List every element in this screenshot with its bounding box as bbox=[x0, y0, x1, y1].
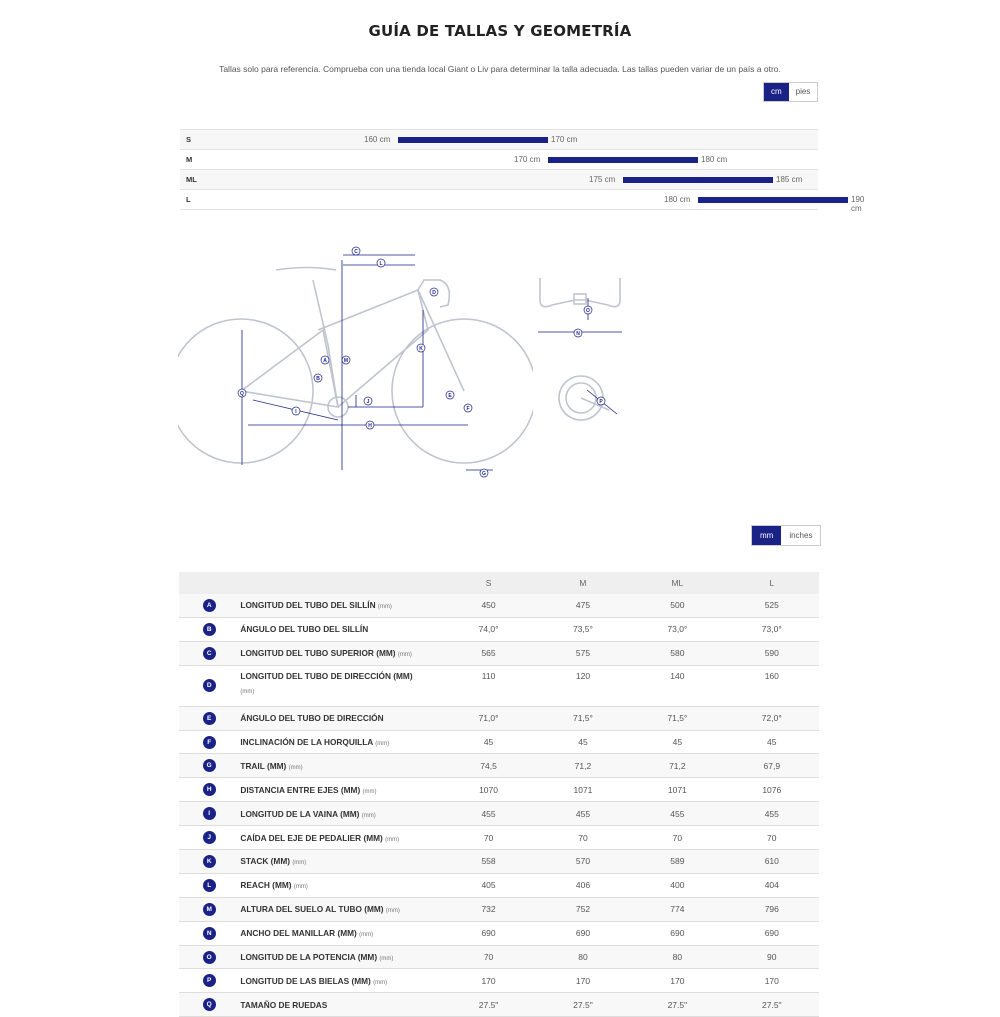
measurement-value: 450 bbox=[441, 594, 535, 617]
measurement-value: 72,0° bbox=[725, 706, 819, 730]
size-range-chart bbox=[180, 129, 865, 213]
column-header: S bbox=[441, 572, 535, 594]
measurement-value: 170 bbox=[630, 969, 724, 993]
size-range-bar bbox=[548, 157, 698, 163]
measurement-letter-badge: F bbox=[203, 736, 216, 749]
measurement-value: 774 bbox=[630, 897, 724, 921]
bike-geometry-diagram bbox=[178, 235, 533, 485]
measurement-name: LONGITUD DE LAS BIELAS (MM) bbox=[240, 975, 371, 986]
unit-feet-button[interactable]: pies bbox=[789, 83, 818, 101]
measurement-value: 71,0° bbox=[441, 706, 535, 730]
measurement-value: 160 bbox=[725, 665, 819, 706]
measurement-value: 170 bbox=[725, 969, 819, 993]
diagram-label-q: Q bbox=[240, 391, 244, 397]
unit-inches-button[interactable]: inches bbox=[781, 526, 820, 545]
measurement-letter-badge: E bbox=[203, 712, 216, 725]
measurement-name: LONGITUD DE LA POTENCIA (MM) bbox=[240, 952, 378, 963]
measurement-value: 45 bbox=[725, 730, 819, 754]
measurement-value: 67,9 bbox=[725, 754, 819, 778]
size-label: S bbox=[186, 135, 192, 144]
measurement-value: 455 bbox=[441, 802, 535, 826]
diagram-label-p: P bbox=[599, 399, 603, 405]
measurement-value: 90 bbox=[725, 945, 819, 969]
unit-cm-button[interactable]: cm bbox=[764, 83, 789, 101]
measurement-value: 70 bbox=[441, 945, 535, 969]
measurement-value: 73,0° bbox=[725, 617, 819, 641]
measurement-name: REACH (MM) bbox=[240, 880, 292, 891]
fork bbox=[418, 290, 464, 391]
table-row bbox=[179, 802, 819, 826]
measurement-value: 406 bbox=[536, 873, 630, 897]
measurement-name: DISTANCIA ENTRE EJES (MM) bbox=[240, 784, 361, 795]
size-row bbox=[180, 169, 818, 189]
measurement-value: 45 bbox=[536, 730, 630, 754]
measurement-letter-badge: K bbox=[203, 855, 216, 868]
measurement-name: LONGITUD DE LA VAINA (MM) bbox=[240, 808, 360, 819]
table-row bbox=[179, 921, 819, 945]
handlebar-diagram bbox=[530, 270, 630, 345]
measurement-value: 455 bbox=[725, 802, 819, 826]
measurement-value: 500 bbox=[630, 594, 724, 617]
table-row bbox=[179, 754, 819, 778]
size-label: ML bbox=[186, 175, 197, 184]
table-row bbox=[179, 945, 819, 969]
measurement-unit: (mm) bbox=[292, 860, 307, 867]
page-subtitle: Tallas solo para referencia. Comprueba con una tienda local Giant o Liv para determinar la talla adecuada. Las tallas pueden variar de un país a otro. bbox=[219, 64, 781, 74]
table-row bbox=[179, 873, 819, 897]
table-row bbox=[179, 897, 819, 921]
measurement-name: LONGITUD DEL TUBO DE DIRECCIÓN (MM) bbox=[240, 670, 413, 681]
measurement-value: 27.5" bbox=[536, 993, 630, 1017]
measurement-value: 475 bbox=[536, 594, 630, 617]
measurement-value: 45 bbox=[630, 730, 724, 754]
measurement-value: 690 bbox=[441, 921, 535, 945]
table-header-row bbox=[179, 572, 819, 594]
measurement-unit: (mm) bbox=[379, 956, 394, 963]
size-min-label: 160 cm bbox=[364, 135, 391, 144]
measurement-letter-badge: A bbox=[203, 599, 216, 612]
measurement-unit: (mm) bbox=[385, 908, 400, 915]
measurement-value: 74,5 bbox=[441, 754, 535, 778]
unit-toggle bbox=[763, 82, 818, 102]
size-max-label: 170 cm bbox=[551, 135, 578, 144]
measurement-name: ÁNGULO DEL TUBO DE DIRECCIÓN bbox=[240, 713, 384, 724]
measurement-value: 690 bbox=[725, 921, 819, 945]
diagram-label-k: K bbox=[419, 346, 423, 352]
measurement-letter-badge: J bbox=[203, 831, 216, 844]
measurement-value: 752 bbox=[536, 897, 630, 921]
column-header: M bbox=[536, 572, 630, 594]
measurement-value: 71,2 bbox=[630, 754, 724, 778]
measurement-value: 1071 bbox=[630, 778, 724, 802]
size-range-bar bbox=[623, 177, 773, 183]
measurement-value: 610 bbox=[725, 850, 819, 874]
diagram-label-m: M bbox=[343, 358, 349, 364]
size-row bbox=[180, 149, 818, 169]
measurement-name: ALTURA DEL SUELO AL TUBO (MM) bbox=[240, 904, 384, 915]
table-row bbox=[179, 706, 819, 730]
diagram-label-j: J bbox=[366, 399, 370, 405]
measurement-value: 525 bbox=[725, 594, 819, 617]
table-row bbox=[179, 778, 819, 802]
measurement-value: 120 bbox=[536, 665, 630, 706]
column-header: L bbox=[725, 572, 819, 594]
measurement-name: ÁNGULO DEL TUBO DEL SILLÍN bbox=[240, 624, 369, 635]
measurement-value: 590 bbox=[725, 641, 819, 665]
measurement-value: 690 bbox=[630, 921, 724, 945]
unit-mm-button[interactable]: mm bbox=[752, 526, 781, 545]
page-title: GUÍA DE TALLAS Y GEOMETRÍA bbox=[368, 22, 632, 40]
measurement-value: 732 bbox=[441, 897, 535, 921]
measurement-unit: (mm) bbox=[362, 788, 377, 795]
measurement-value: 404 bbox=[725, 873, 819, 897]
measurement-value: 71,5° bbox=[630, 706, 724, 730]
diagram-label-f: F bbox=[466, 406, 470, 412]
size-range-bar bbox=[398, 137, 548, 143]
measurement-value: 80 bbox=[630, 945, 724, 969]
table-row bbox=[179, 617, 819, 641]
size-label: L bbox=[186, 195, 191, 204]
size-max-label: 190 cm bbox=[851, 195, 865, 213]
measurement-letter-badge: M bbox=[203, 903, 216, 916]
table-row bbox=[179, 850, 819, 874]
size-max-label: 180 cm bbox=[701, 155, 728, 164]
measurement-name: LONGITUD DEL TUBO DEL SILLÍN bbox=[240, 600, 376, 611]
measurement-letter-badge: B bbox=[203, 623, 216, 636]
measurement-name: ANCHO DEL MANILLAR (MM) bbox=[240, 928, 357, 939]
measurement-unit: (mm) bbox=[397, 652, 412, 659]
measurement-value: 170 bbox=[441, 969, 535, 993]
measurement-value: 589 bbox=[630, 850, 724, 874]
measurement-unit: (mm) bbox=[377, 604, 392, 611]
diagram-label-d: D bbox=[432, 290, 436, 296]
geometry-table bbox=[179, 572, 819, 1017]
measurement-unit: (mm) bbox=[359, 932, 374, 939]
measurement-value: 71,2 bbox=[536, 754, 630, 778]
table-row bbox=[179, 665, 819, 706]
diagram-label-e: E bbox=[448, 393, 452, 399]
measurement-letter-badge: D bbox=[203, 679, 216, 692]
measurement-unit: (mm) bbox=[375, 741, 390, 747]
measurement-value: 110 bbox=[441, 665, 535, 706]
diagram-label-n: N bbox=[576, 331, 580, 337]
size-min-label: 170 cm bbox=[514, 155, 541, 164]
measurement-name: STACK (MM) bbox=[240, 856, 290, 867]
table-row bbox=[179, 730, 819, 754]
measurement-value: 27.5" bbox=[441, 993, 535, 1017]
measurement-value: 70 bbox=[536, 826, 630, 850]
size-row bbox=[180, 129, 818, 149]
measurement-value: 575 bbox=[536, 641, 630, 665]
measurement-name: TAMAÑO DE RUEDAS bbox=[240, 999, 328, 1010]
diagram-label-i: I bbox=[295, 409, 297, 415]
measurement-letter-badge: L bbox=[203, 879, 216, 892]
diagram-label-o: O bbox=[586, 308, 590, 314]
table-row bbox=[179, 594, 819, 617]
measurement-value: 70 bbox=[441, 826, 535, 850]
table-row bbox=[179, 993, 819, 1017]
measure-toggle bbox=[751, 525, 821, 546]
measurement-value: 27.5" bbox=[630, 993, 724, 1017]
saddle bbox=[276, 268, 336, 271]
diagram-label-l: L bbox=[379, 261, 383, 267]
measurement-unit: (mm) bbox=[293, 884, 308, 891]
measurement-letter-badge: N bbox=[203, 927, 216, 940]
measurement-value: 455 bbox=[536, 802, 630, 826]
measurement-unit: (mm) bbox=[240, 688, 255, 695]
measurement-unit: (mm) bbox=[288, 764, 303, 771]
measurement-value: 1071 bbox=[536, 778, 630, 802]
measurement-value: 455 bbox=[630, 802, 724, 826]
measurement-value: 400 bbox=[630, 873, 724, 897]
front-wheel bbox=[392, 319, 533, 463]
measurement-letter-badge: Q bbox=[203, 998, 216, 1011]
measurement-value: 565 bbox=[441, 641, 535, 665]
measurement-value: 558 bbox=[441, 850, 535, 874]
measurement-name: TRAIL (MM) bbox=[240, 760, 287, 771]
measurement-value: 690 bbox=[536, 921, 630, 945]
measurement-value: 170 bbox=[536, 969, 630, 993]
table-row bbox=[179, 969, 819, 993]
measurement-letter-badge: G bbox=[203, 759, 216, 772]
measurement-letter-badge: I bbox=[203, 807, 216, 820]
measurement-letter-badge: O bbox=[203, 951, 216, 964]
measurement-unit: (mm) bbox=[361, 812, 376, 819]
measurement-name: LONGITUD DEL TUBO SUPERIOR (MM) bbox=[240, 648, 396, 659]
measurement-value: 73,0° bbox=[630, 617, 724, 641]
rear-triangle bbox=[241, 280, 338, 407]
diagram-label-b: B bbox=[316, 376, 320, 382]
measurement-value: 570 bbox=[536, 850, 630, 874]
measurement-letter-badge: C bbox=[203, 647, 216, 660]
measurement-letter-badge: P bbox=[203, 974, 216, 987]
diagram-label-a: A bbox=[323, 358, 327, 364]
measurement-value: 71,5° bbox=[536, 706, 630, 730]
diagram-label-c: C bbox=[354, 249, 358, 255]
size-min-label: 175 cm bbox=[589, 175, 616, 184]
measurement-value: 140 bbox=[630, 665, 724, 706]
size-min-label: 180 cm bbox=[664, 195, 691, 204]
size-label: M bbox=[186, 155, 193, 164]
measurement-value: 405 bbox=[441, 873, 535, 897]
measurement-value: 70 bbox=[630, 826, 724, 850]
measurement-unit: (mm) bbox=[373, 979, 388, 986]
measurement-value: 80 bbox=[536, 945, 630, 969]
measurement-value: 27.5" bbox=[725, 993, 819, 1017]
size-max-label: 185 cm bbox=[776, 175, 803, 184]
table-row bbox=[179, 826, 819, 850]
measurement-name: CAÍDA DEL EJE DE PEDALIER (MM) bbox=[240, 832, 383, 843]
crank-diagram bbox=[553, 368, 628, 438]
measurement-value: 580 bbox=[630, 641, 724, 665]
size-range-bar bbox=[698, 197, 848, 203]
measurement-value: 45 bbox=[441, 730, 535, 754]
measurement-name: INCLINACIÓN DE LA HORQUILLA bbox=[240, 737, 373, 747]
measurement-value: 70 bbox=[725, 826, 819, 850]
measurement-value: 1076 bbox=[725, 778, 819, 802]
measurement-value: 796 bbox=[725, 897, 819, 921]
measurement-value: 1070 bbox=[441, 778, 535, 802]
measurement-value: 74,0° bbox=[441, 617, 535, 641]
measurement-letter-badge: H bbox=[203, 783, 216, 796]
diagram-label-g: G bbox=[482, 471, 486, 477]
column-header: ML bbox=[630, 572, 724, 594]
measurement-value: 73,5° bbox=[536, 617, 630, 641]
diagram-label-h: H bbox=[368, 423, 372, 429]
size-row bbox=[180, 189, 865, 213]
table-row bbox=[179, 641, 819, 665]
measurement-unit: (mm) bbox=[385, 836, 400, 843]
